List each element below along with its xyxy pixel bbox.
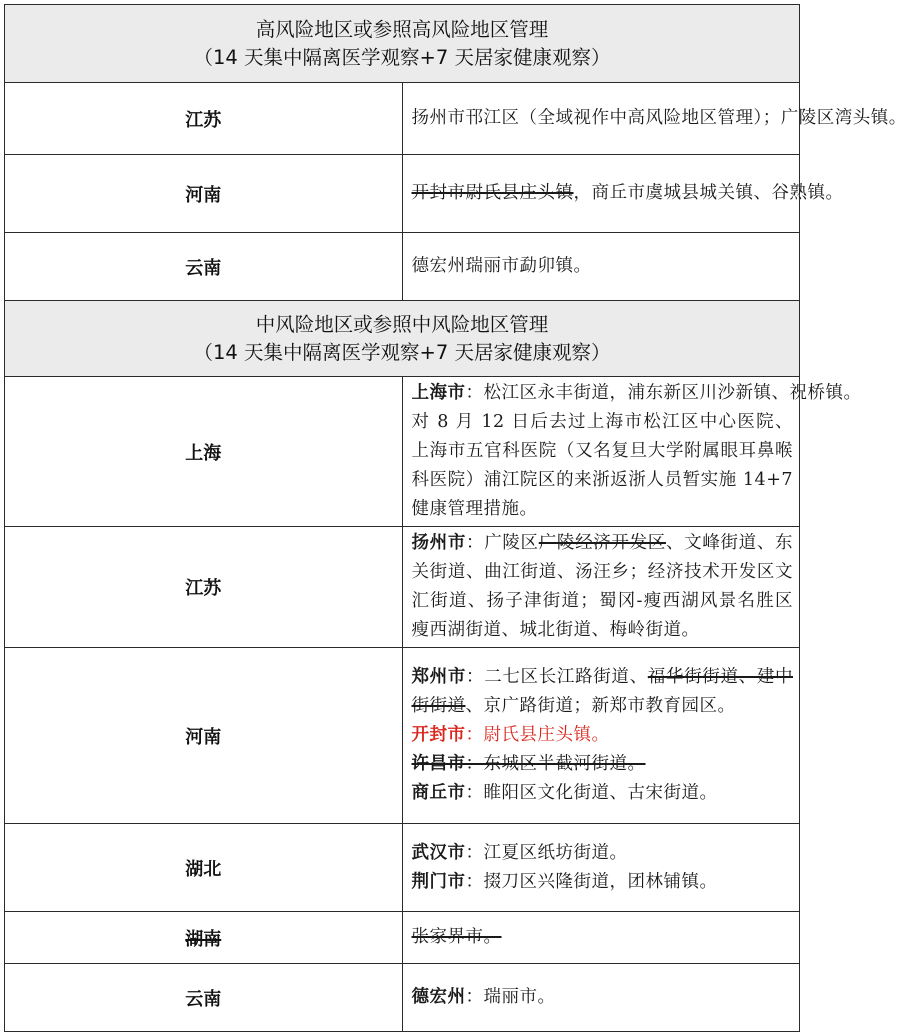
struck-text: 广陵经济开发区 [538, 533, 666, 553]
section-title: 中风险地区或参照中风险地区管理 [255, 312, 549, 336]
province-cell: 湖北 [5, 824, 403, 912]
province-cell: 河南 [5, 155, 403, 233]
city-name: 德宏州 [411, 987, 466, 1007]
area-list-cell [402, 233, 800, 301]
area-text: 扬州市邗江区（全域视作中高风险地区管理）；广陵区湾头镇。 [411, 108, 907, 128]
area-text: ：二七区长江路街道、 [466, 667, 648, 687]
struck-text: 福华街街道、建中街街道 [411, 667, 794, 716]
area-text: ：松江区永丰街道，浦东新区川沙新镇、祝桥镇。 [465, 383, 862, 403]
area-line [412, 868, 794, 897]
city-name: 上海市 [411, 383, 466, 403]
table-row [5, 233, 800, 301]
area-text: 德宏州瑞丽市勐卯镇。 [411, 256, 592, 276]
area-text: 、京广路街道；新郑市教育园区。 [465, 696, 736, 716]
area-list-cell [402, 377, 862, 527]
area-line [412, 983, 794, 1012]
table-row [5, 527, 800, 648]
area-line [412, 839, 794, 868]
struck-text: ：东城区半截河街道。 [465, 754, 646, 774]
area-line [411, 179, 844, 208]
province-cell: 云南 [5, 964, 403, 1032]
high-risk-header [5, 5, 800, 83]
area-line [412, 252, 794, 281]
province-cell: 江苏 [5, 83, 403, 155]
area-list-cell [402, 83, 907, 155]
area-text: ：江夏区纸坊街道。 [465, 842, 628, 863]
area-line [412, 721, 794, 750]
area-text: 对 8 月 12 日后去过上海市松江区中心医院、上海市五官科医院（又名复旦大学附属眼耳鼻喉科医院）浦江院区的来浙返浙人员暂实施 14+7 健康管理措施。 [411, 412, 793, 519]
city-name: 武汉市 [411, 842, 466, 863]
table-row [5, 155, 800, 233]
area-text: ：尉氏县庄头镇。 [465, 725, 610, 745]
city-name: 商丘市 [411, 783, 466, 803]
struck-text: 张家界市。 [411, 927, 502, 947]
area-text: ：掇刀区兴隆街道，团林铺镇。 [465, 871, 718, 892]
area-text: ：广陵区 [466, 533, 539, 553]
medium-risk-header [5, 301, 800, 377]
table-row [5, 648, 800, 824]
section-subtitle: （14 天集中隔离医学观察+7 天居家健康观察） [193, 340, 611, 364]
area-line [412, 779, 794, 808]
table-row [5, 83, 800, 155]
area-list-cell [402, 155, 844, 233]
area-line [412, 663, 794, 721]
province-cell: 湖南 [5, 912, 403, 964]
struck-text: 许昌市 [411, 754, 466, 774]
area-line [412, 750, 794, 779]
table-row [5, 912, 800, 964]
area-text: 、文峰街道、东关街道、曲江街道、汤汪乡；经济技术开发区文汇街道、扬子津街道；蜀冈-瘦西湖风景名胜区瘦西湖街道、城北街道、梅岭街道。 [411, 533, 794, 640]
city-name: 扬州市 [411, 533, 467, 553]
province-cell: 云南 [5, 233, 403, 301]
area-list-cell [402, 824, 800, 912]
area-line [412, 408, 794, 524]
city-name: 荆门市 [411, 871, 466, 892]
city-name: 郑州市 [411, 667, 467, 687]
area-text: ，商丘市虞城县城关镇、谷熟镇。 [573, 183, 844, 203]
area-line [411, 379, 862, 408]
area-text: ：睢阳区文化街道、古宋街道。 [465, 783, 718, 803]
struck-text: 开封市尉氏县庄头镇 [411, 183, 574, 203]
table-row [5, 964, 800, 1032]
table-row [5, 824, 800, 912]
city-name: 开封市 [411, 725, 466, 745]
table-row [5, 377, 800, 527]
province-cell: 河南 [5, 648, 403, 824]
area-line [412, 529, 794, 645]
medium-risk-header-row [5, 301, 800, 377]
area-line [411, 104, 907, 133]
province-cell: 上海 [5, 377, 403, 527]
risk-area-table [4, 4, 907, 1032]
section-title: 高风险地区或参照高风险地区管理 [255, 17, 549, 41]
area-list-cell [402, 648, 800, 824]
province-cell: 江苏 [5, 527, 403, 648]
high-risk-header-row [5, 5, 800, 83]
area-text: ：瑞丽市。 [465, 987, 556, 1007]
area-list-cell [402, 964, 800, 1032]
area-list-cell [402, 527, 800, 648]
area-line [412, 923, 794, 952]
area-list-cell [402, 912, 800, 964]
section-subtitle: （14 天集中隔离医学观察+7 天居家健康观察） [193, 45, 611, 69]
